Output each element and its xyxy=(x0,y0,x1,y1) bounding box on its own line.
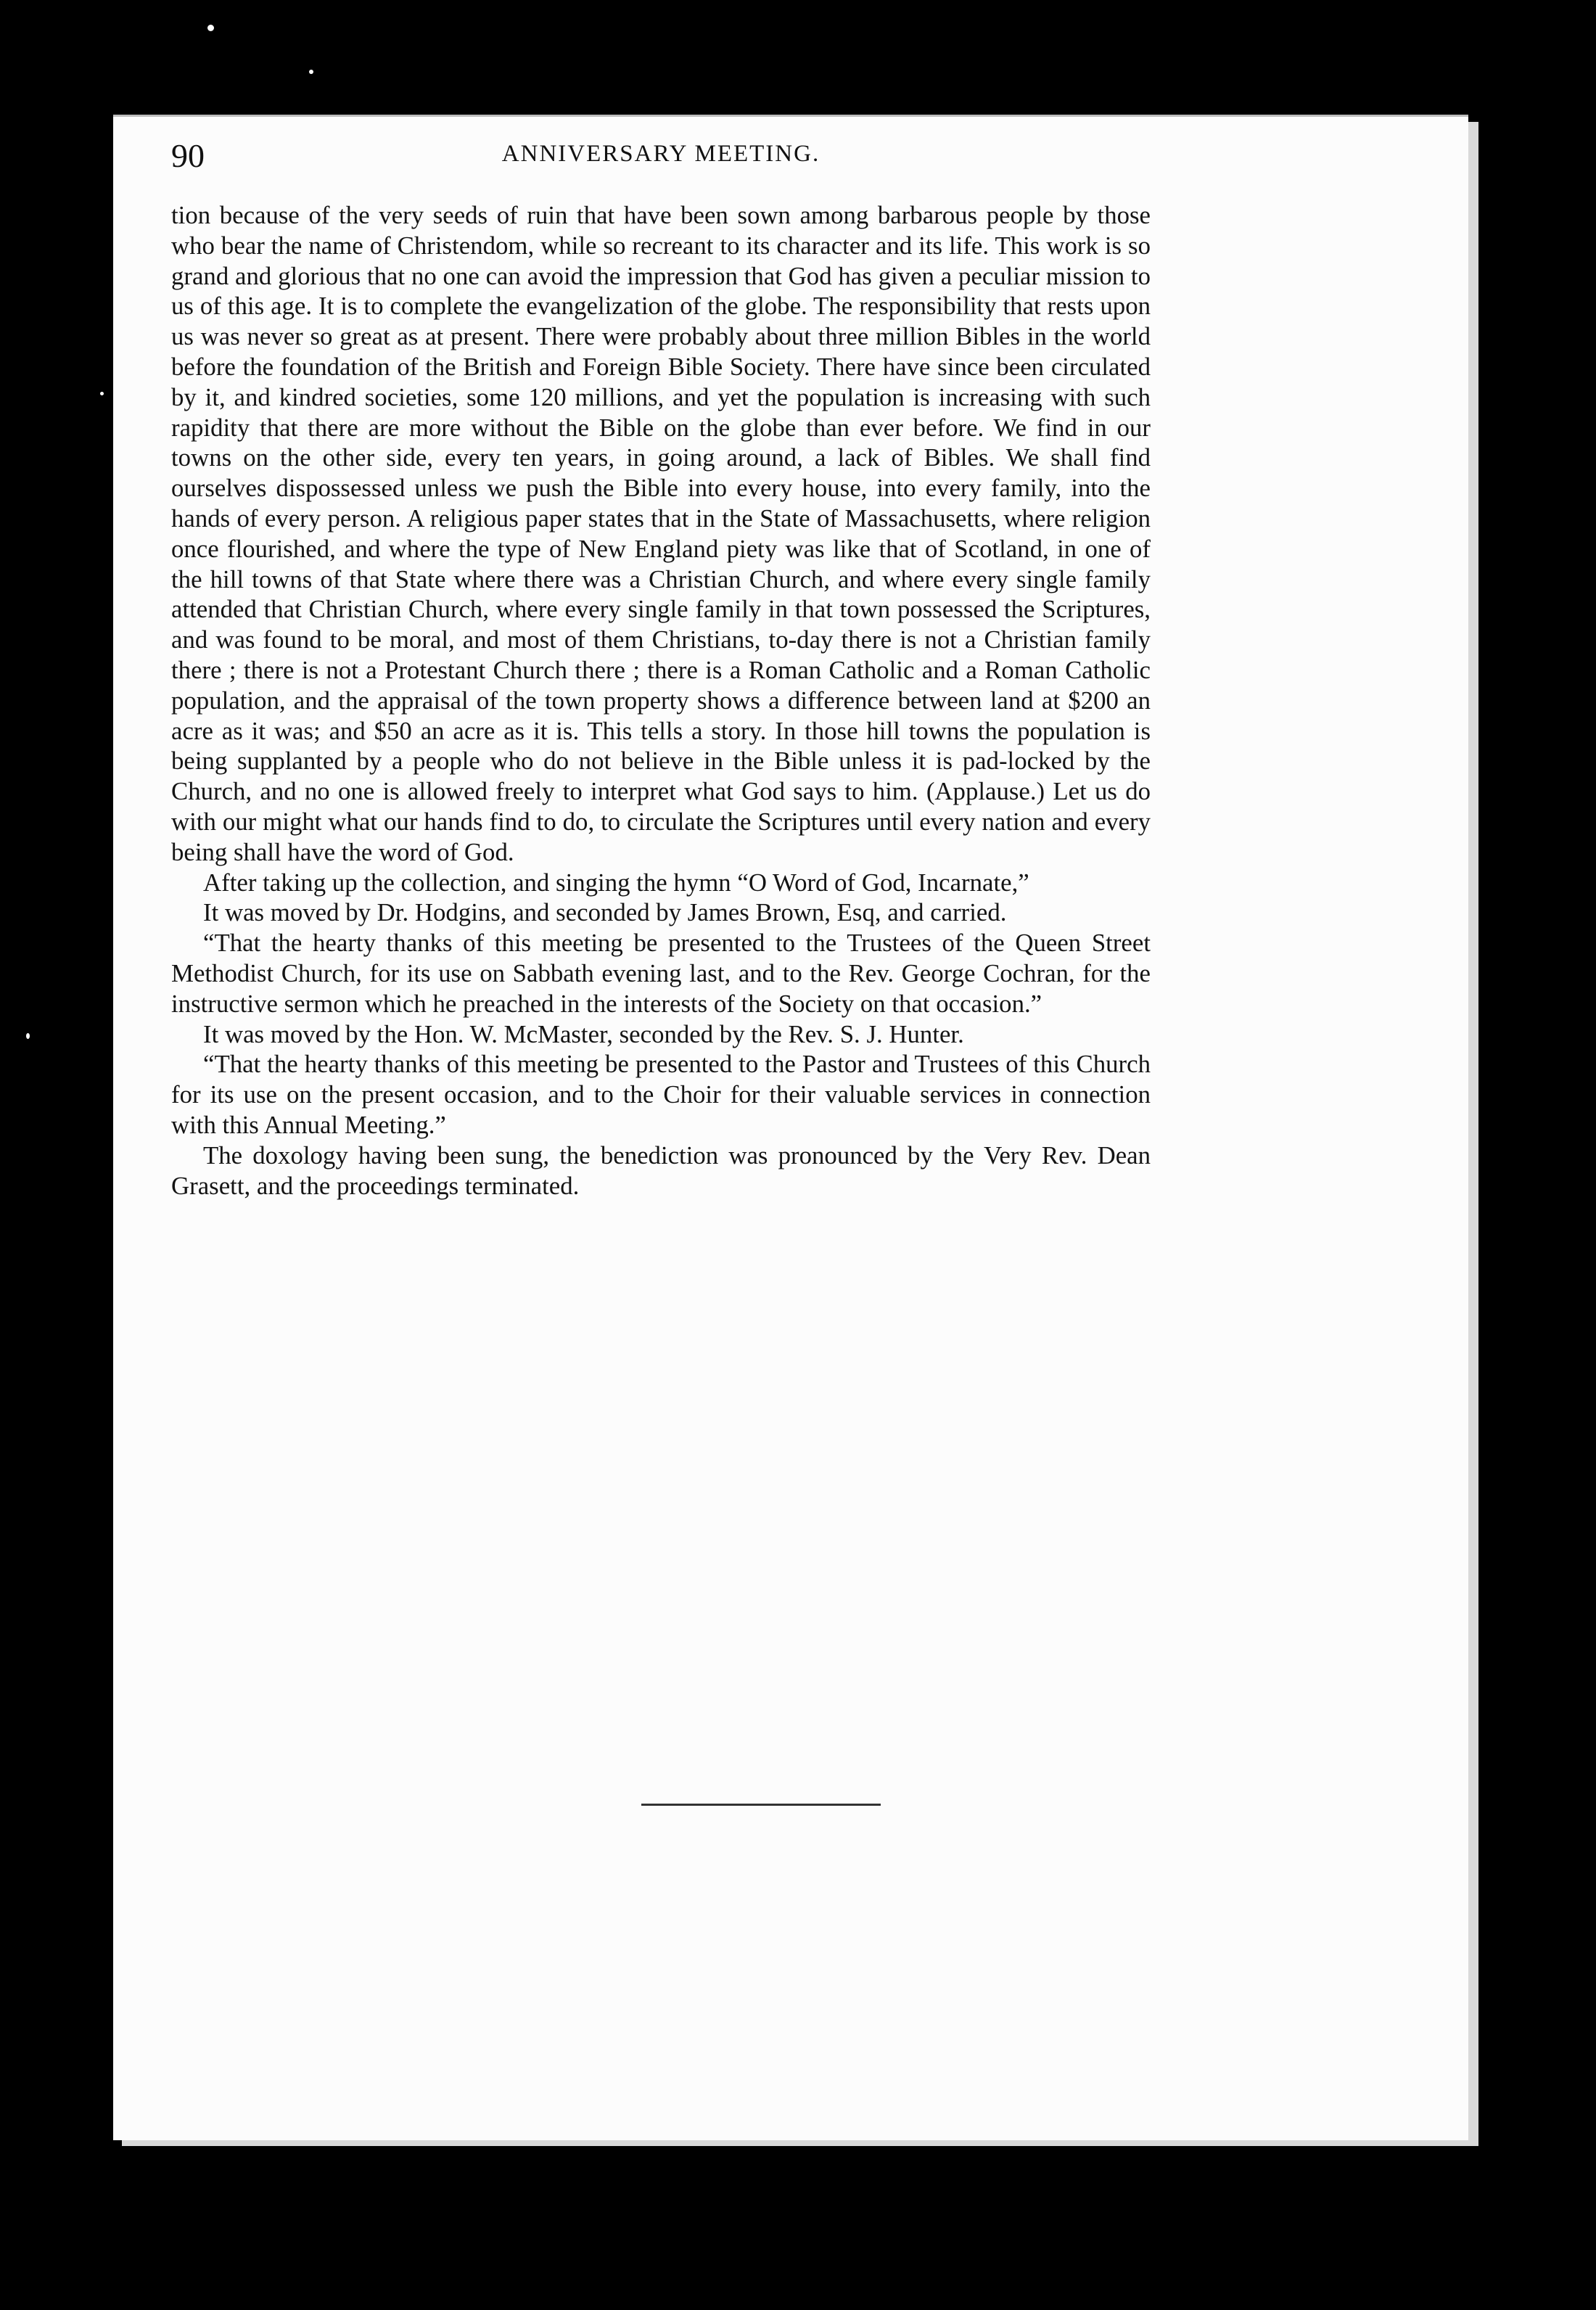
page-header xyxy=(171,136,1151,180)
dust-speck xyxy=(26,1033,30,1039)
page-number: 90 xyxy=(171,137,205,174)
running-head: ANNIVERSARY MEETING. xyxy=(501,141,820,167)
paragraph: The doxology having been sung, the benediction was pronounced by the Very Rev. Dean Grasett, and the proceedings terminated. xyxy=(171,1140,1151,1200)
body-text xyxy=(171,200,1151,1201)
dust-speck xyxy=(100,392,104,395)
paragraph: After taking up the collection, and singing the hymn “O Word of God, Incarnate,” xyxy=(203,868,1029,897)
dust-speck xyxy=(207,25,214,31)
paragraph: tion because of the very seeds of ruin that have been sown among barbarous people by those who bear the name of Christendom, while so recreant to its character and its life. This work is so grand and glorious that no one can avoid the impression that God has given a peculiar mission to us of this age. It is to complete the evangelization of the globe. The responsibility that rests upon us was never so great as at present. There were probably about three million Bibles in the world before the foundation of the British and Foreign Bible Society. There have since been circulated by it, and kindred societies, some 120 millions, and yet the population is increasing with such rapidity that there are more without the Bible on the globe than ever before. We find in our towns on the other side, every ten years, in going around, a lack of Bibles. We shall find ourselves dispossessed unless we push the Bible into every house, into every family, into the hands of every person. A religious paper states that in the State of Massachusetts, where religion once flourished, and where the type of New England piety was like that of Scotland, in one of the hill towns of that State where there was a Christian Church, and where every single family attended that Christian Church, where every single family in that town possessed the Scriptures, and was found to be moral, and most of them Christians, to-day there is not a Christian family there ; there is not a Protestant Church there ; there is a Roman Catholic and a Roman Catholic population, and the appraisal of the town property shows a difference between land at $200 an acre as it was; and $50 an acre as it is. This tells a story. In those hill towns the population is being supplanted by a people who do not believe in the Bible unless it is pad-locked by the Church, and no one is allowed freely to interpret what God says to him. (Applause.) Let us do with our might what our hands find to do, to circulate the Scriptures until every nation and every being shall have the word of God. xyxy=(171,201,1151,866)
closing-rule xyxy=(641,1804,881,1806)
dust-speck xyxy=(309,70,313,74)
paragraph: “That the hearty thanks of this meeting be presented to the Trustees of the Queen Street Methodist Church, for its use on Sabbath evening last, and to the Rev. George Cochran, for the instructive sermon which he preached in the interests of the Society on that occasion.” xyxy=(171,929,1151,1018)
paragraph: “That the hearty thanks of this meeting be presented to the Pastor and Trustees of this Church for its use on the present occasion, and to the Choir for their valuable services in connection with this Annual Meeting.” xyxy=(171,1050,1151,1139)
paragraph: It was moved by the Hon. W. McMaster, seconded by the Rev. S. J. Hunter. xyxy=(203,1019,964,1048)
paragraph: It was moved by Dr. Hodgins, and seconded by James Brown, Esq, and carried. xyxy=(203,898,1007,927)
